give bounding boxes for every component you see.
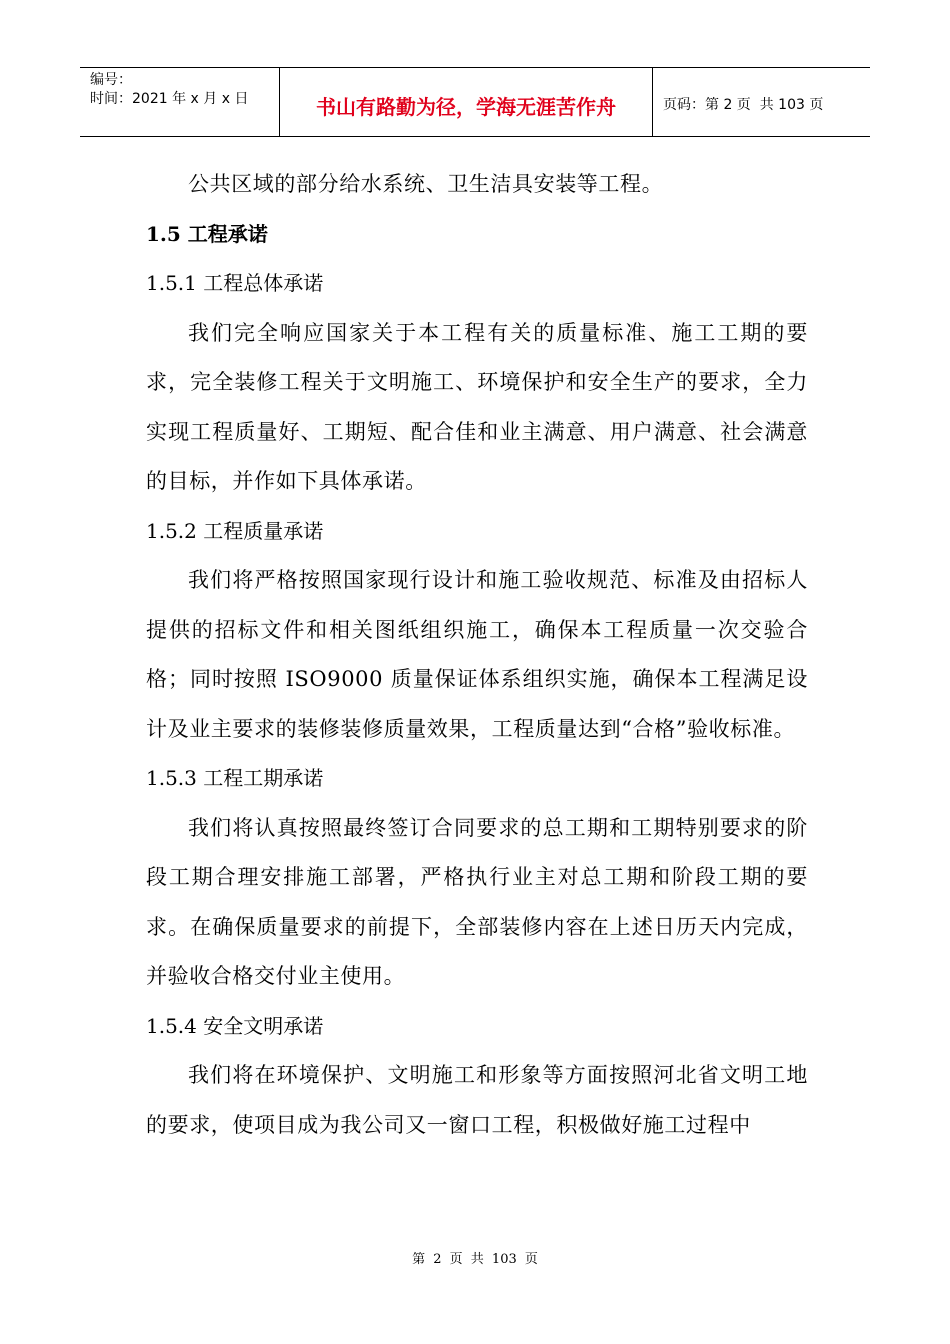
paragraph-continued: 公共区域的部分给水系统、卫生洁具安装等工程。 [188, 172, 664, 196]
subsection-heading-1-5-2: 1.5.2 工程质量承诺 [146, 518, 324, 543]
document-body [146, 160, 808, 1150]
subsection-heading-1-5-3: 1.5.3 工程工期承诺 [146, 766, 324, 790]
page-footer: 第 2 页 共 103 页 [412, 1252, 538, 1267]
header-motto: 书山有路勤为径，学海无涯苦作舟 [280, 68, 653, 136]
paragraph-quality-commitment: 我们将严格按照国家现行设计和施工验收规范、标准及由招标人提供的招标文件和相关图纸组织施工，确保本工程质量一次交验合格；同时按照 ISO9000 质量保证体系组织实施，确保本工程满足设计及业主要求的装修装修质量效果，工程质量达到“合格”验收标准。 [146, 568, 808, 741]
header-page-info: 页码：第 2 页 共 103 页 [663, 97, 824, 113]
header-meta [80, 68, 280, 136]
document-number-label: 编号： [90, 72, 132, 88]
section-heading-1-5: 1.5 工程承诺 [146, 221, 268, 246]
subsection-heading-1-5-4: 1.5.4 安全文明承诺 [146, 1013, 324, 1038]
paragraph-safety-commitment: 我们将在环境保护、文明施工和形象等方面按照河北省文明工地的要求，使项目成为我公司又一窗口工程，积极做好施工过程中 [146, 1063, 808, 1137]
document-date: 时间：2021 年 x 月 x 日 [90, 91, 249, 107]
page-header [80, 67, 870, 137]
paragraph-overall-commitment: 我们完全响应国家关于本工程有关的质量标准、施工工期的要求，完全装修工程关于文明施工、环境保护和安全生产的要求，全力实现工程质量好、工期短、配合佳和业主满意、用户满意、社会满意的目标，并作如下具体承诺。 [146, 320, 808, 493]
paragraph-schedule-commitment: 我们将认真按照最终签订合同要求的总工期和工期特别要求的阶段工期合理安排施工部署，严格执行业主对总工期和阶段工期的要求。在确保质量要求的前提下，全部装修内容在上述日历天内完成，并验收合格交付业主使用。 [146, 815, 808, 988]
subsection-heading-1-5-1: 1.5.1 工程总体承诺 [146, 271, 324, 295]
